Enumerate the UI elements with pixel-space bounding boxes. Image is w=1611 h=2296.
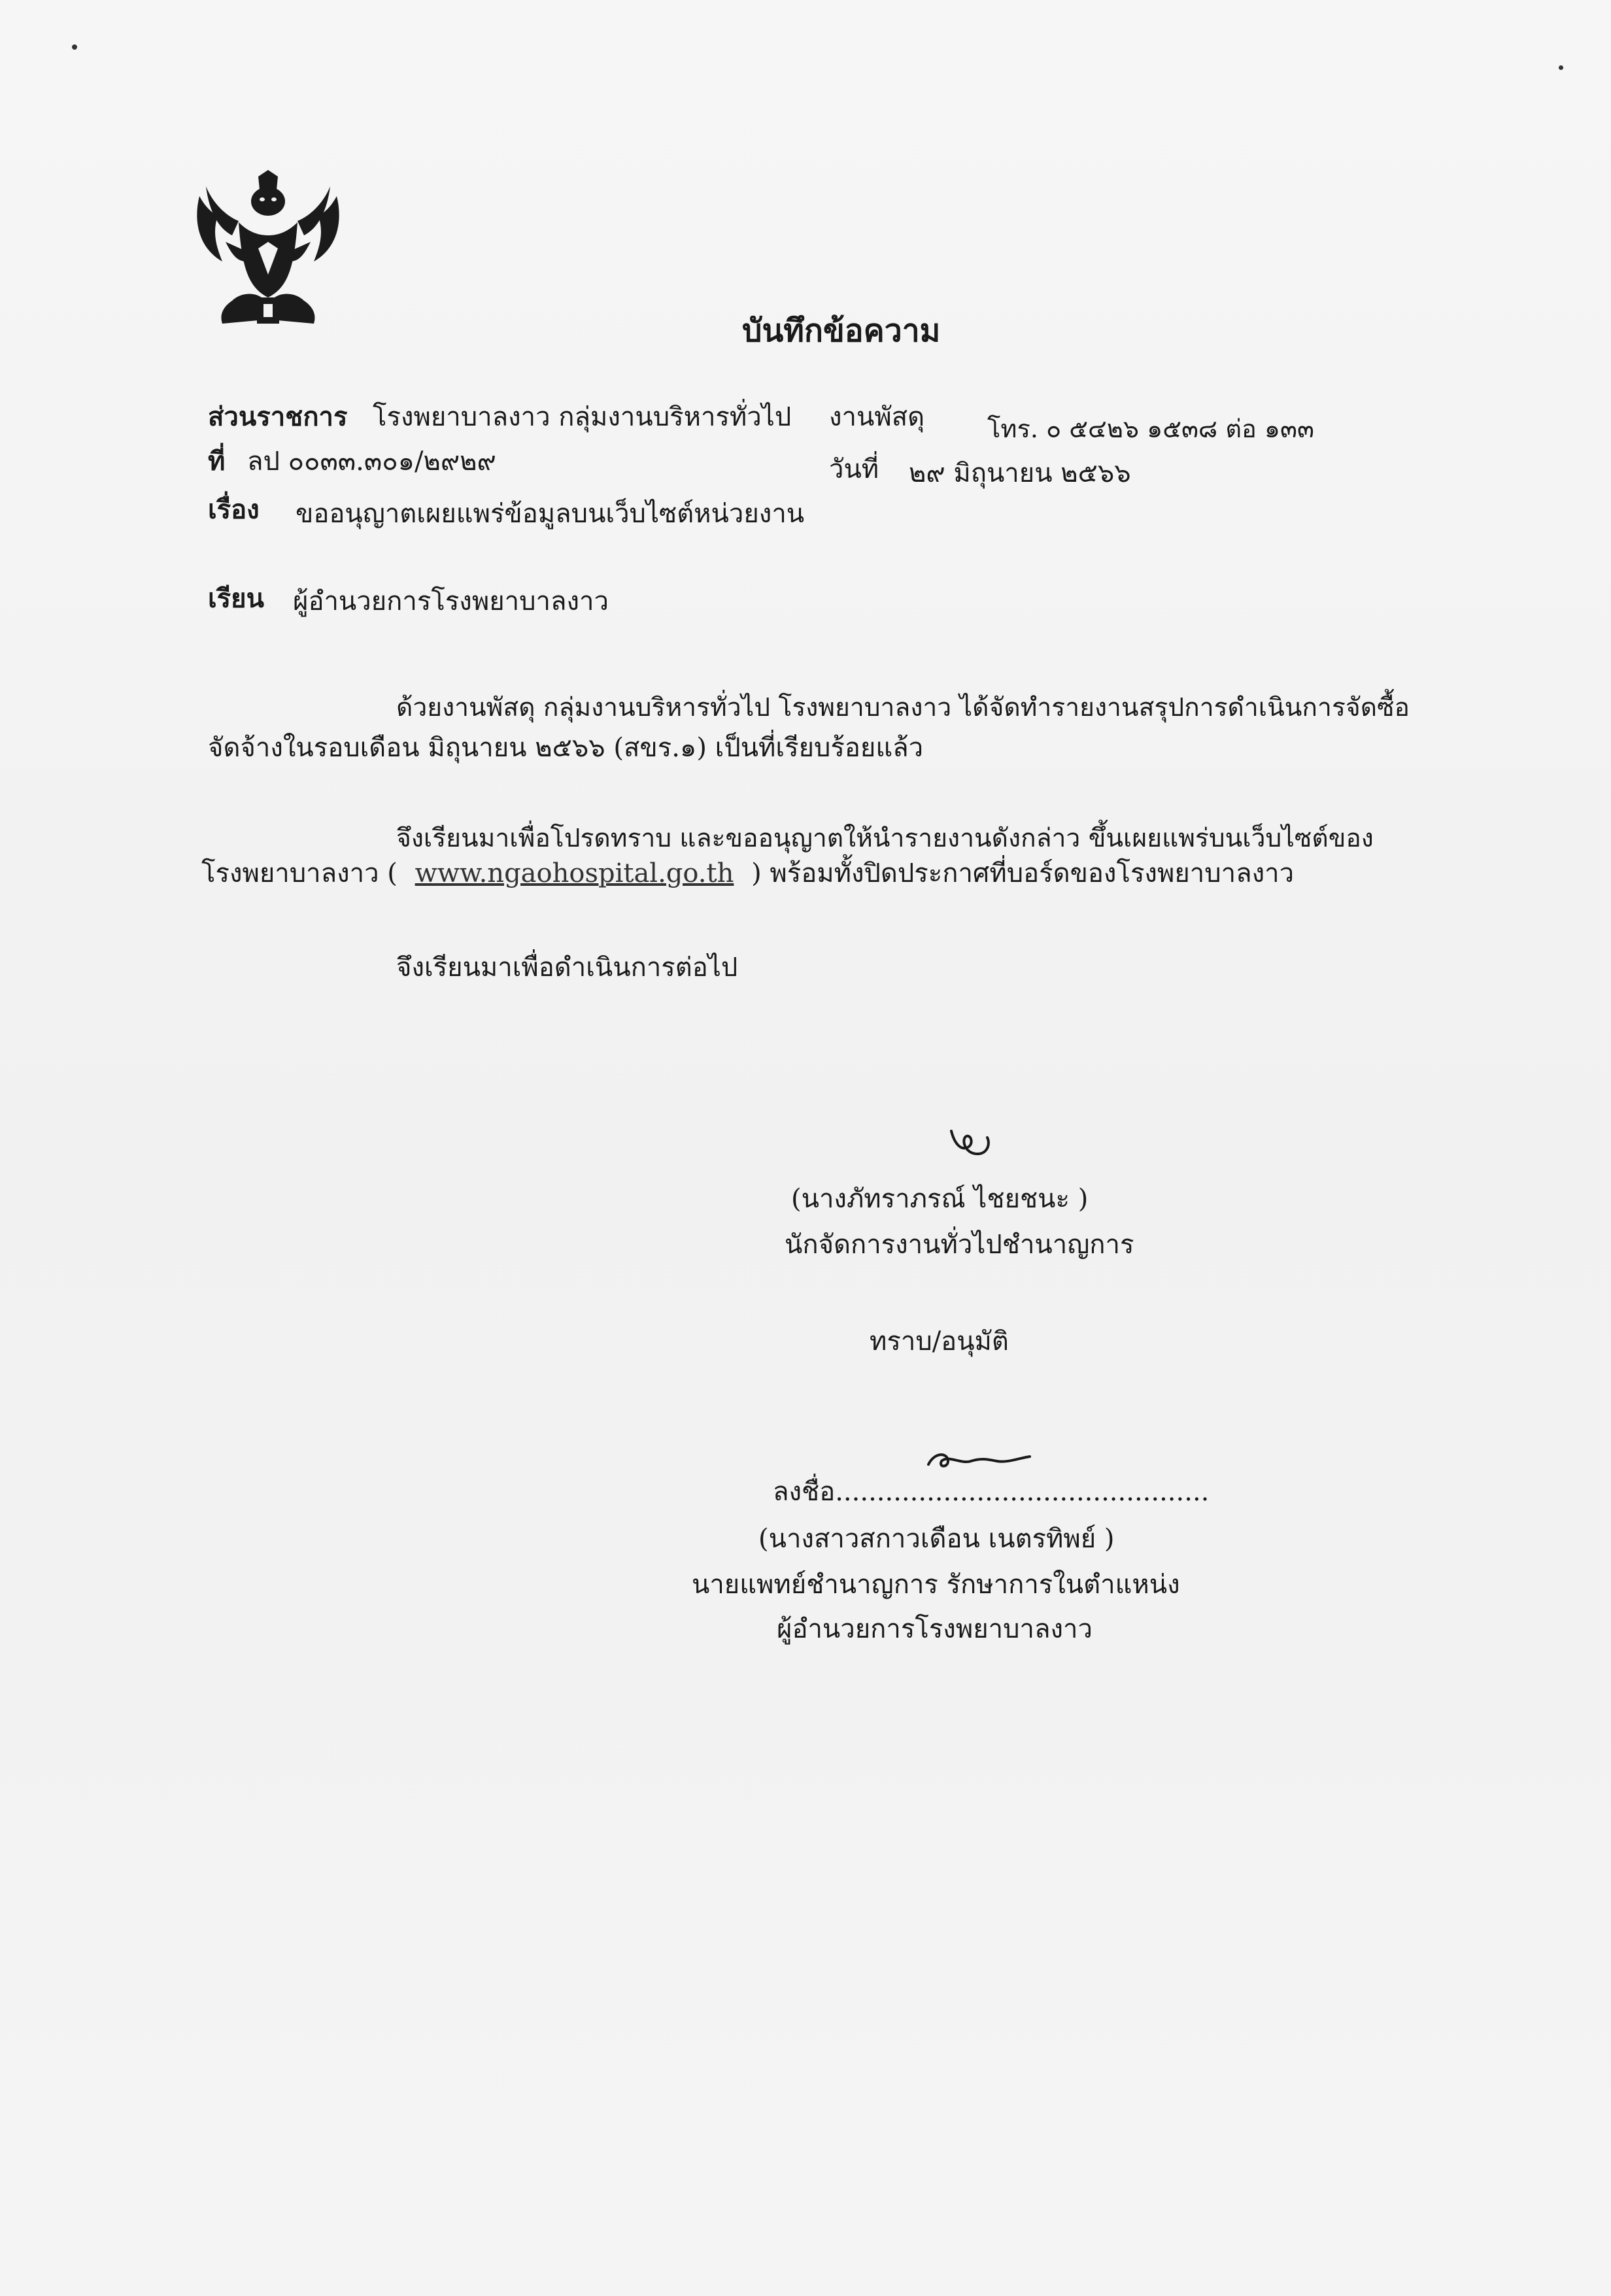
agency-value: โรงพยาบาลงาว กลุ่มงานบริหารทั่วไป [373,402,792,432]
signer-1-name: (นางภัทราภรณ์ ไชยชนะ ) [791,1184,1089,1214]
handwritten-signature-1 [941,1118,1000,1164]
ref-number: ลป ๐๐๓๓.๓๐๑/๒๙๒๙ [247,447,496,477]
scan-speck [72,44,77,50]
body-paragraph-3: จึงเรียนมาเพื่อดำเนินการต่อไป [396,953,738,983]
approver-name: (นางสาวสกาวเดือน เนตรทิพย์ ) [758,1524,1115,1554]
ref-label: ที่ [208,446,226,477]
date-value: ๒๙ มิถุนายน ๒๕๖๖ [909,458,1131,488]
phone-number: โทร. ๐ ๕๔๒๖ ๑๕๓๘ ต่อ ๑๓๓ [987,414,1314,443]
scan-speck [1559,65,1563,70]
to-label: เรียน [208,583,264,614]
body-paragraph-2-prefix: โรงพยาบาลงาว ( [201,858,398,888]
agency-label: ส่วนราชการ [208,401,348,432]
approver-position-2: ผู้อำนวยการโรงพยาบาลงาว [777,1614,1093,1644]
memo-title: บันทึกข้อความ [742,312,941,349]
approver-sign-line: ลงชื่อ............................................. [773,1477,1210,1507]
body-paragraph-2-suffix: ) พร้อมทั้งปิดประกาศที่บอร์ดของโรงพยาบาลงาว [751,858,1295,888]
to-value: ผู้อำนวยการโรงพยาบาลงาว [293,586,609,616]
section-name: งานพัสดุ [829,402,925,432]
body-paragraph-2-line-2 [201,858,1294,889]
subject-value: ขออนุญาตเผยแพร่ข้อมูลบนเว็บไซต์หน่วยงาน [296,499,805,529]
date-label: วันที่ [829,454,879,484]
body-paragraph-2-line-1: จึงเรียนมาเพื่อโปรดทราบ และขออนุญาตให้นำรายงานดังกล่าว ขึ้นเผยแพร่บนเว็บไซต์ของ [396,824,1374,853]
approver-position-1: นายแพทย์ชำนาญการ รักษาการในตำแหน่ง [692,1570,1180,1600]
body-paragraph-1-line-2: จัดจ้างในรอบเดือน มิถุนายน ๒๕๖๖ (สขร.๑) เป็นที่เรียบร้อยแล้ว [208,733,924,763]
subject-label: เรื่อง [208,494,260,525]
approval-text: ทราบ/อนุมัติ [870,1326,1009,1357]
body-paragraph-1-line-1: ด้วยงานพัสดุ กลุ่มงานบริหารทั่วไป โรงพยาบาลงาว ได้จัดทำรายงานสรุปการดำเนินการจัดซื้อ [396,693,1410,722]
garuda-emblem-icon [186,170,350,333]
signer-1-position: นักจัดการงานทั่วไปชำนาญการ [785,1230,1134,1260]
hospital-website-link[interactable]: www.ngaohospital.go.th [415,858,734,888]
handwritten-signature-2 [922,1445,1040,1477]
